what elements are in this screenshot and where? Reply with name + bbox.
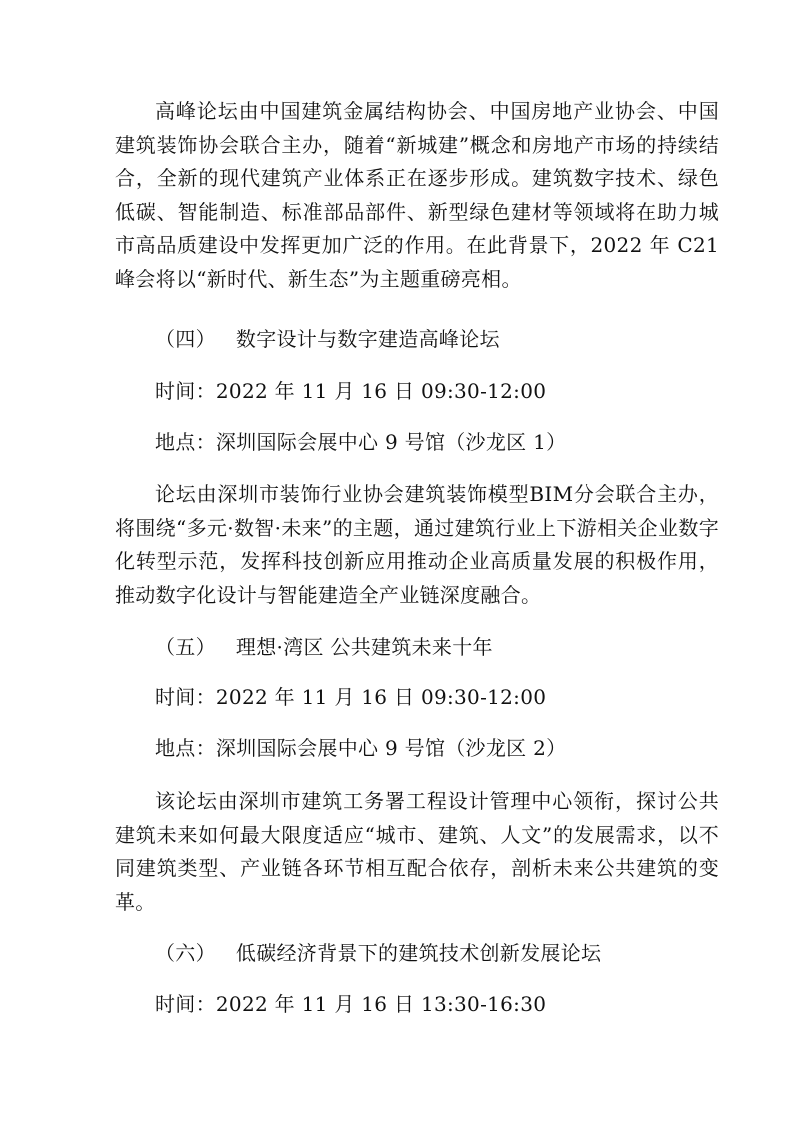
- section-6-heading: [155, 938, 601, 968]
- section-4-time: 时间：2022 年 11 月 16 日 09:30-12:00: [155, 379, 547, 403]
- paragraph-digital-design-forum: 论坛由深圳市装饰行业协会建筑装饰模型BIM分会联合主办，将围绕“多元·数智·未来”的主题，通过建筑行业上下游相关企业数字化转型示范，发挥科技创新应用推动企业高质量发展的积极作用，推动数字化设计与智能建造全产业链深度融合。: [115, 482, 719, 607]
- section-5-time: 时间：2022 年 11 月 16 日 09:30-12:00: [155, 685, 547, 709]
- paragraph-public-building-forum: 该论坛由深圳市建筑工务署工程设计管理中心领衔，探讨公共建筑未来如何最大限度适应“城市、建筑、人文”的发展需求，以不同建筑类型、产业链各环节相互配合依存，剖析未来公共建筑的变革。: [115, 789, 719, 914]
- section-5-heading: [155, 632, 493, 662]
- section-4-title: 数字设计与数字建造高峰论坛: [235, 327, 500, 351]
- section-6-title: 低碳经济背景下的建筑技术创新发展论坛: [235, 941, 602, 965]
- section-4-number: （四）: [155, 327, 216, 351]
- section-5-place: 地点：深圳国际会展中心 9 号馆（沙龙区 2）: [155, 736, 567, 760]
- section-4-place: 地点：深圳国际会展中心 9 号馆（沙龙区 1）: [155, 430, 567, 454]
- section-6-number: （六）: [155, 941, 216, 965]
- section-4-heading: [155, 324, 500, 354]
- section-6-time: 时间：2022 年 11 月 16 日 13:30-16:30: [155, 992, 547, 1016]
- section-5-title: 理想·湾区 公共建筑未来十年: [235, 635, 493, 659]
- paragraph-c21-summit-intro: 高峰论坛由中国建筑金属结构协会、中国房地产业协会、中国建筑装饰协会联合主办，随着“新城建”概念和房地产市场的持续结合，全新的现代建筑产业体系正在逐步形成。建筑数字技术、绿色低碳、智能制造、标准部品部件、新型绿色建材等领域将在助力城市高品质建设中发挥更加广泛的作用。在此背景下，2022 年 C21 峰会将以“新时代、新生态”为主题重磅亮相。: [115, 99, 719, 291]
- section-5-number: （五）: [155, 635, 216, 659]
